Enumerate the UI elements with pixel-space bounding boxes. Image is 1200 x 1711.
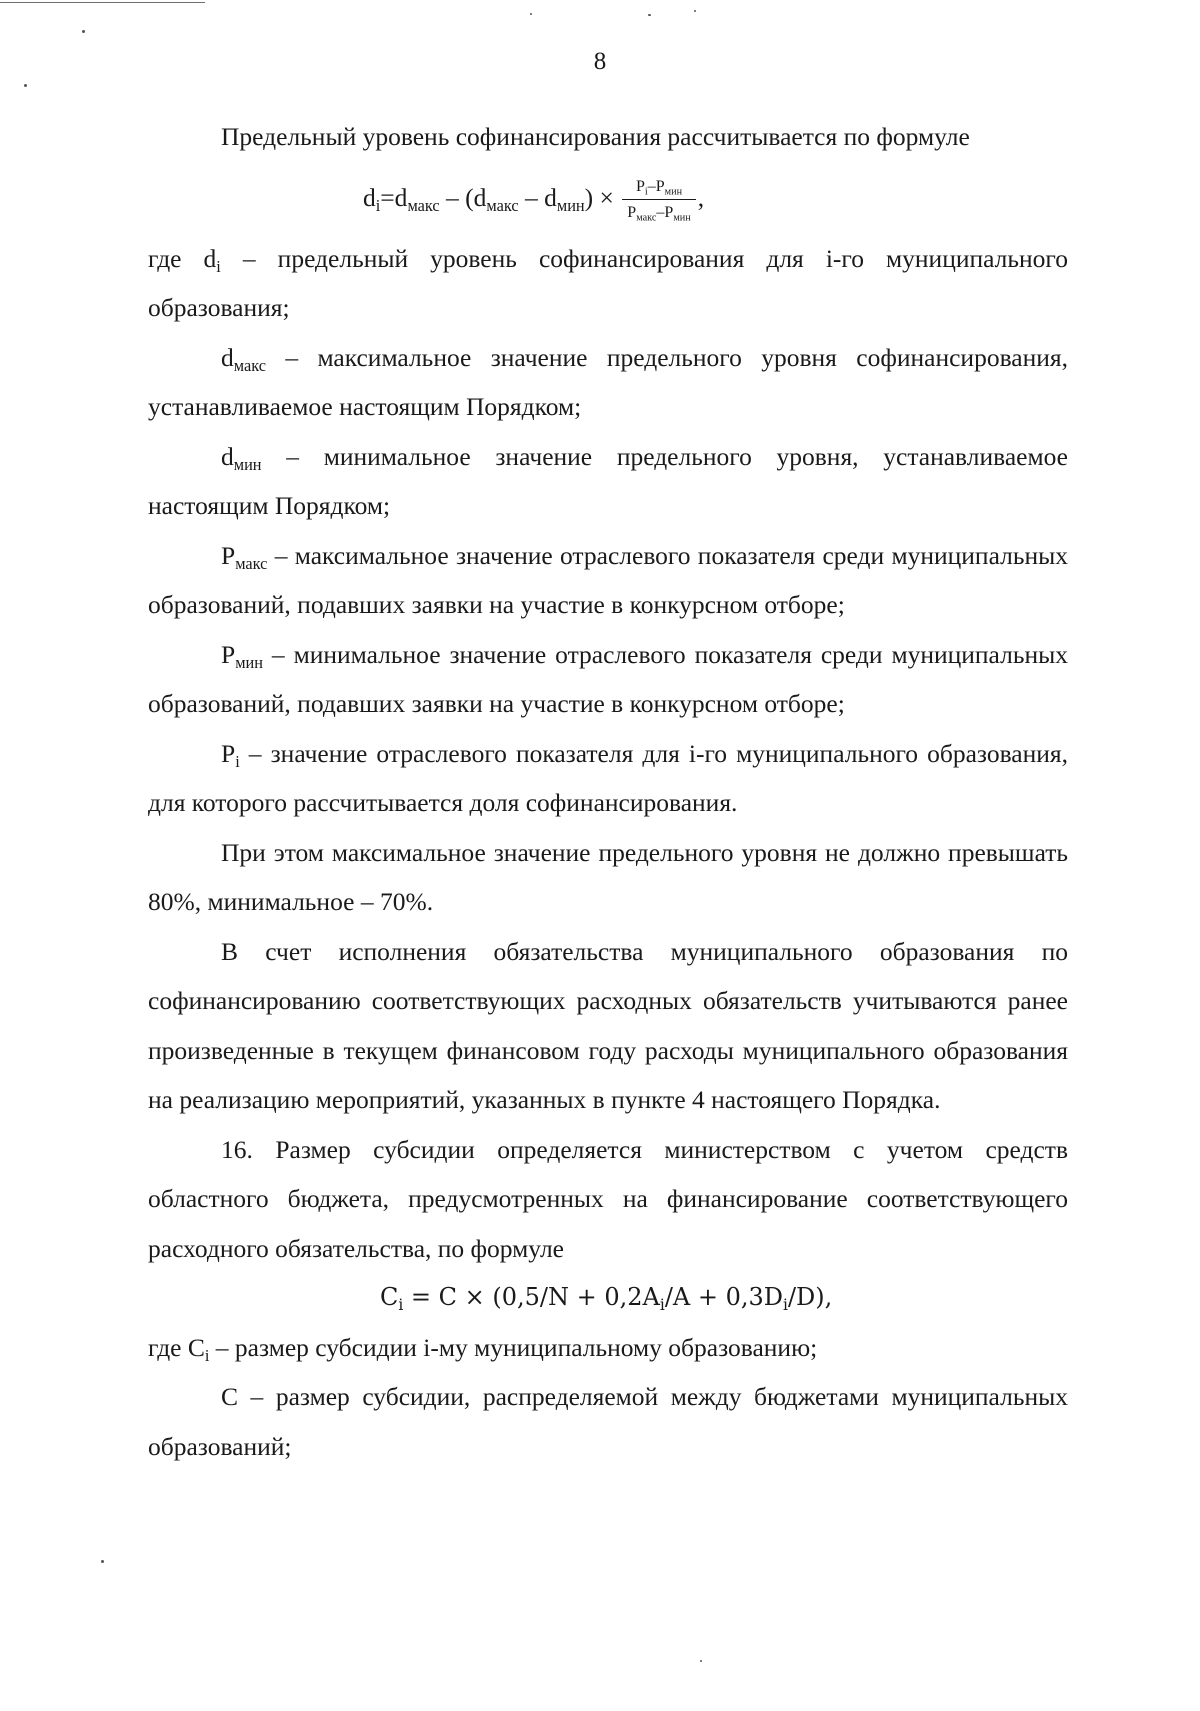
definition-pmin: $P_{мин}$ – минимальное значение отраслевого показателя среди муниципальных образований, подавших заявки на участие в конкурсном отборе; (148, 639, 1068, 718)
document-body (148, 112, 1068, 1471)
fraction-denominator: $P_{макс}-P_{мин}$ (627, 204, 691, 224)
definition-ci: где $C_i$ – размер субсидии i-му муниципальному образованию; (148, 1332, 818, 1365)
offset-paragraph: В счет исполнения обязательства муниципального образования по софинансированию соответствующих расходных обязательств учитываются ранее произведенные в текущем финансовом году расходы муниципального образования на реализацию мероприятий, указанных в пункте 4 настоящего Порядка. (148, 936, 1068, 1114)
scan-edge-line (0, 2, 205, 3)
definition-c: C – размер субсидии, распределяемой между бюджетами муниципальных образований; (148, 1382, 1068, 1461)
subsidy-formula: $C_i = C \times (0,5/N + 0,2A_i/A + 0,3D_i/D)$, (380, 1283, 833, 1314)
scan-speck (700, 1660, 702, 1662)
cofinancing-formula: $d_i=d_{макс} - (d_{макс} - d_{мин})$ × $\frac{P_i-P_{мин}}{P_{макс}-P_{мин}}$ , (363, 178, 705, 224)
fraction-numerator: $P_i-P_{мин}$ (622, 176, 695, 200)
scan-speck (82, 30, 85, 33)
item-16-paragraph: 16. Размер субсидии определяется министерством с учетом средств областного бюджета, предусмотренных на финансирование соответствующего расходного обязательства, по формуле (148, 1134, 1068, 1263)
intro-paragraph: Предельный уровень софинансирования рассчитывается по формуле (221, 122, 970, 151)
scan-speck (530, 13, 532, 15)
scan-speck (694, 10, 696, 12)
scan-speck (648, 14, 651, 16)
page-number: 8 (593, 48, 607, 75)
scan-speck (24, 84, 27, 87)
definition-dmax: $d_{макс}$ – максимальное значение предельного уровня софинансирования, устанавливаемое настоящим Порядком; (148, 342, 1068, 421)
definition-dmin: $d_{мин}$ – минимальное значение предельного уровня, устанавливаемое настоящим Порядком; (148, 441, 1068, 520)
definition-di: где $d_i$ – предельный уровень софинансирования для i-го муниципального образования; (148, 243, 1069, 322)
scan-speck (101, 1560, 104, 1563)
limit-paragraph: При этом максимальное значение предельного уровня не должно превышать 80%, минимальное – 70%. (148, 837, 1068, 916)
formula-lhs: d (363, 182, 376, 212)
formula-fraction (622, 176, 695, 223)
definition-pi: $P_i$ – значение отраслевого показателя для i-го муниципального образования, для которого рассчитывается доля софинансирования. (148, 738, 1068, 817)
definition-pmax: $P_{макс}$ – максимальное значение отраслевого показателя среди муниципальных образований, подавших заявки на участие в конкурсном отборе; (148, 540, 1068, 619)
